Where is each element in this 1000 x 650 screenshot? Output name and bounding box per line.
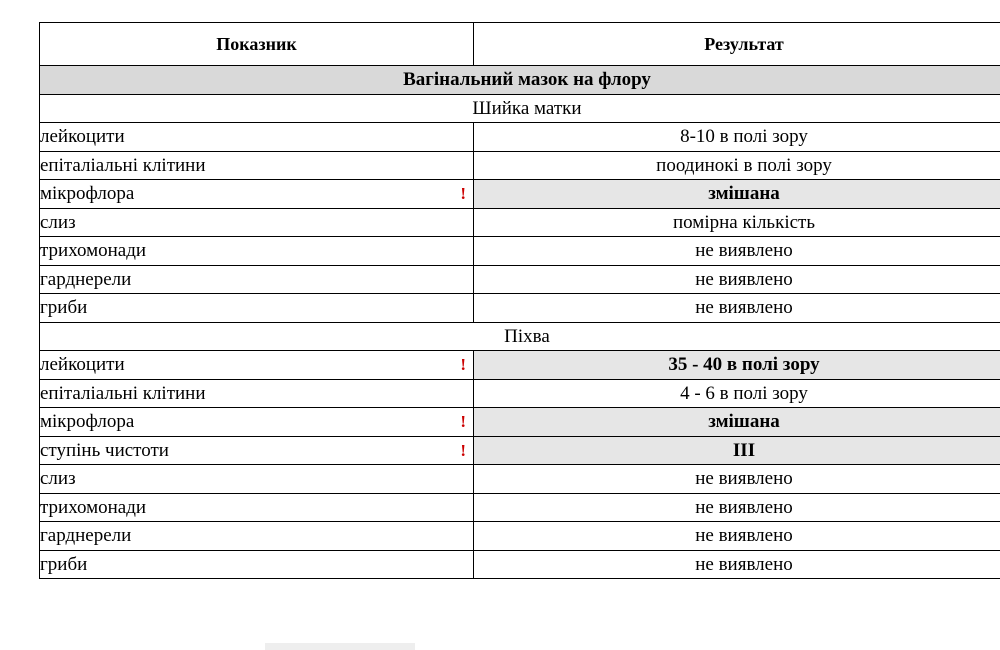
abnormal-flag-icon: ! [460, 412, 466, 431]
table-row [40, 123, 1000, 152]
parameter-cell [40, 351, 474, 380]
parameter-cell [40, 151, 474, 180]
footer-mark [265, 643, 415, 650]
section-title: Вагінальний мазок на флору [40, 66, 1000, 95]
result-cell: не виявлено [474, 237, 1000, 266]
table-row [40, 151, 1000, 180]
result-cell: поодинокі в полі зору [474, 151, 1000, 180]
parameter-cell [40, 180, 474, 209]
parameter-label: лейкоцити [40, 126, 125, 148]
parameter-label: трихомонади [40, 240, 147, 262]
table-row [40, 265, 1000, 294]
parameter-cell [40, 550, 474, 579]
table-row [40, 408, 1000, 437]
table-row [40, 522, 1000, 551]
parameter-label: слиз [40, 211, 76, 233]
table-body [40, 66, 1000, 579]
result-cell: 8-10 в полі зору [474, 123, 1000, 152]
parameter-label: гарднерели [40, 268, 132, 290]
parameter-cell [40, 123, 474, 152]
table-row [40, 550, 1000, 579]
parameter-label: епіталіальні клітини [40, 154, 206, 176]
parameter-label: гарднерели [40, 525, 132, 547]
table-row [40, 180, 1000, 209]
parameter-label: слиз [40, 468, 76, 490]
table-row [40, 436, 1000, 465]
abnormal-flag-icon: ! [460, 355, 466, 374]
parameter-cell [40, 465, 474, 494]
parameter-label: гриби [40, 297, 88, 319]
parameter-label: епіталіальні клітини [40, 382, 206, 404]
table-row [40, 379, 1000, 408]
header-parameter: Показник [40, 23, 474, 66]
result-cell: помірна кількість [474, 208, 1000, 237]
result-cell: не виявлено [474, 550, 1000, 579]
header-result: Результат [474, 23, 1000, 66]
result-cell: змішана [474, 180, 1000, 209]
parameter-label: гриби [40, 553, 88, 575]
result-cell: III [474, 436, 1000, 465]
result-cell: не виявлено [474, 522, 1000, 551]
parameter-cell [40, 436, 474, 465]
abnormal-flag-icon: ! [460, 184, 466, 203]
result-cell: не виявлено [474, 465, 1000, 494]
sub-section-row [40, 94, 1000, 123]
section-title-row [40, 66, 1000, 95]
sub-section-row [40, 322, 1000, 351]
result-cell: не виявлено [474, 294, 1000, 323]
result-cell: не виявлено [474, 265, 1000, 294]
table-header-row [40, 23, 1000, 66]
parameter-label: мікрофлора [40, 183, 135, 205]
parameter-label: лейкоцити [40, 354, 125, 376]
parameter-cell [40, 237, 474, 266]
sub-section-title: Піхва [40, 322, 1000, 351]
table-row [40, 294, 1000, 323]
parameter-label: трихомонади [40, 496, 147, 518]
table-row [40, 351, 1000, 380]
table-row [40, 237, 1000, 266]
parameter-cell [40, 208, 474, 237]
result-cell: 4 - 6 в полі зору [474, 379, 1000, 408]
result-cell: не виявлено [474, 493, 1000, 522]
sub-section-title: Шийка матки [40, 94, 1000, 123]
parameter-cell [40, 493, 474, 522]
result-cell: змішана [474, 408, 1000, 437]
parameter-label: ступінь чистоти [40, 439, 169, 461]
table-row [40, 208, 1000, 237]
parameter-cell [40, 379, 474, 408]
parameter-label: мікрофлора [40, 411, 135, 433]
parameter-cell [40, 522, 474, 551]
table-row [40, 493, 1000, 522]
abnormal-flag-icon: ! [460, 440, 466, 460]
parameter-cell [40, 408, 474, 437]
parameter-cell [40, 294, 474, 323]
results-table [39, 22, 1000, 579]
result-cell: 35 - 40 в полі зору [474, 351, 1000, 380]
table-row [40, 465, 1000, 494]
parameter-cell [40, 265, 474, 294]
